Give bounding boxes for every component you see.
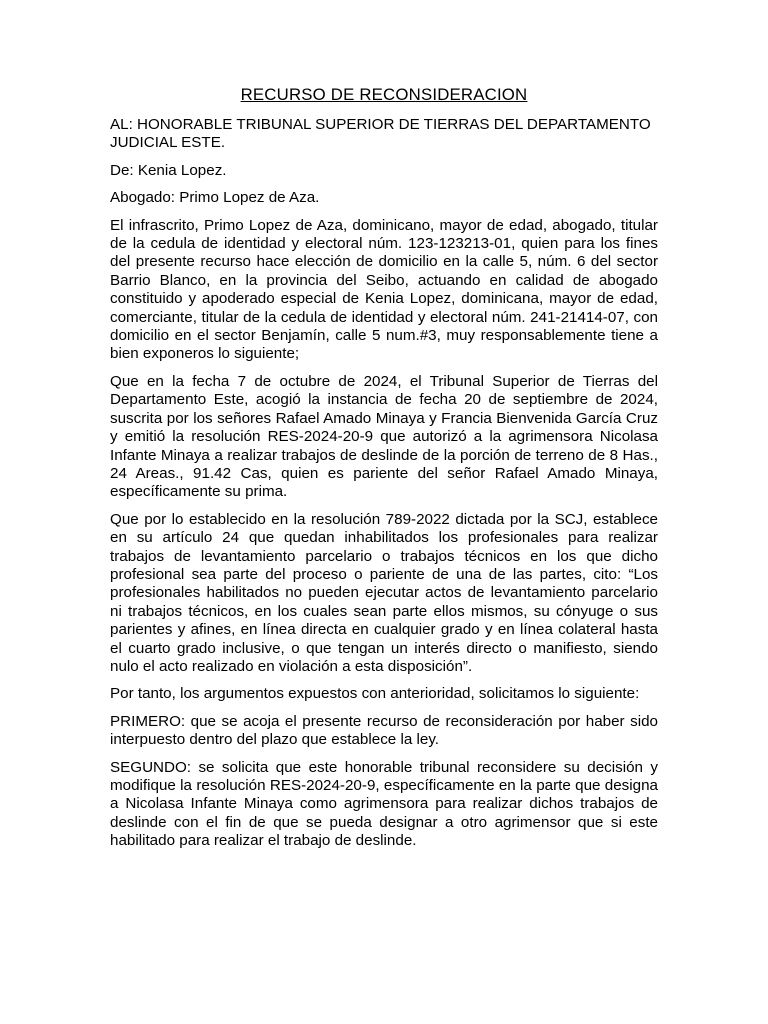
introduction-paragraph: El infrascrito, Primo Lopez de Aza, dominicano, mayor de edad, abogado, titular de la cedula de identidad y electoral núm. 123-123213-01, quien para los fines del presente recurso hace elección de domicilio en la calle 5, núm. 6 del sector Barrio Blanco, en la provincia del Seibo, actuando en calidad de abogado constituido y apoderado especial de Kenia Lopez, dominicana, mayor de edad, comerciante, titular de la cedula de identidad y electoral núm. 241-21414-07, con domicilio en el sector Benjamín, calle 5 num.#3, muy responsablemente tiene a bien exponeros lo siguiente;: [110, 216, 658, 363]
second-request-paragraph: SEGUNDO: se solicita que este honorable tribunal reconsidere su decisión y modifique la resolución RES-2024-20-9, específicamente en la parte que designa a Nicolasa Infante Minaya como agrimensora para realizar dichos trabajos de deslinde con el fin de que se pueda designar a otro agrimensor que si este habilitado para realizar el trabajo de deslinde.: [110, 758, 658, 850]
document-page: [110, 84, 658, 860]
addressee-paragraph: AL: HONORABLE TRIBUNAL SUPERIOR DE TIERRAS DEL DEPARTAMENTO JUDICIAL ESTE.: [110, 116, 651, 152]
first-request-paragraph: PRIMERO: que se acoja el presente recurso de reconsideración por haber sido interpuesto dentro del plazo que establece la ley.: [110, 712, 658, 749]
legal-basis-paragraph: Que por lo establecido en la resolución 789-2022 dictada por la SCJ, establece en su artículo 24 que quedan inhabilitados los profesionales para realizar trabajos de levantamiento parcelario o trabajos técnicos en los que dicho profesional sea parte del proceso o pariente de una de las partes, cito: “Los profesionales habilitados no pueden ejecutar actos de levantamiento parcelario ni trabajos técnicos, en los cuales sean parte ellos mismos, su cónyuge o sus parientes y afines, en línea directa en cualquier grado y en línea colateral hasta el cuarto grado inclusive, o que tengan un interés directo o manifiesto, siendo nulo el acto realizado en violación a esta disposición”.: [110, 510, 658, 675]
sender-line: De: Kenia Lopez.: [110, 161, 227, 179]
facts-paragraph: Que en la fecha 7 de octubre de 2024, el Tribunal Superior de Tierras del Departamento Este, acogió la instancia de fecha 20 de septiembre de 2024, suscrita por los señores Rafael Amado Minaya y Francia Bienvenida García Cruz y emitió la resolución RES-2024-20-9 que autorizó a la agrimensora Nicolasa Infante Minaya a realizar trabajos de deslinde de la porción de terreno de 8 Has., 24 Areas., 91.42 Cas, quien es pariente del señor Rafael Amado Minaya, específicamente su prima.: [110, 372, 658, 501]
lawyer-line: Abogado: Primo Lopez de Aza.: [110, 189, 320, 207]
request-intro-paragraph: Por tanto, los argumentos expuestos con anterioridad, solicitamos lo siguiente:: [110, 685, 640, 703]
document-title: RECURSO DE RECONSIDERACION: [240, 85, 528, 104]
